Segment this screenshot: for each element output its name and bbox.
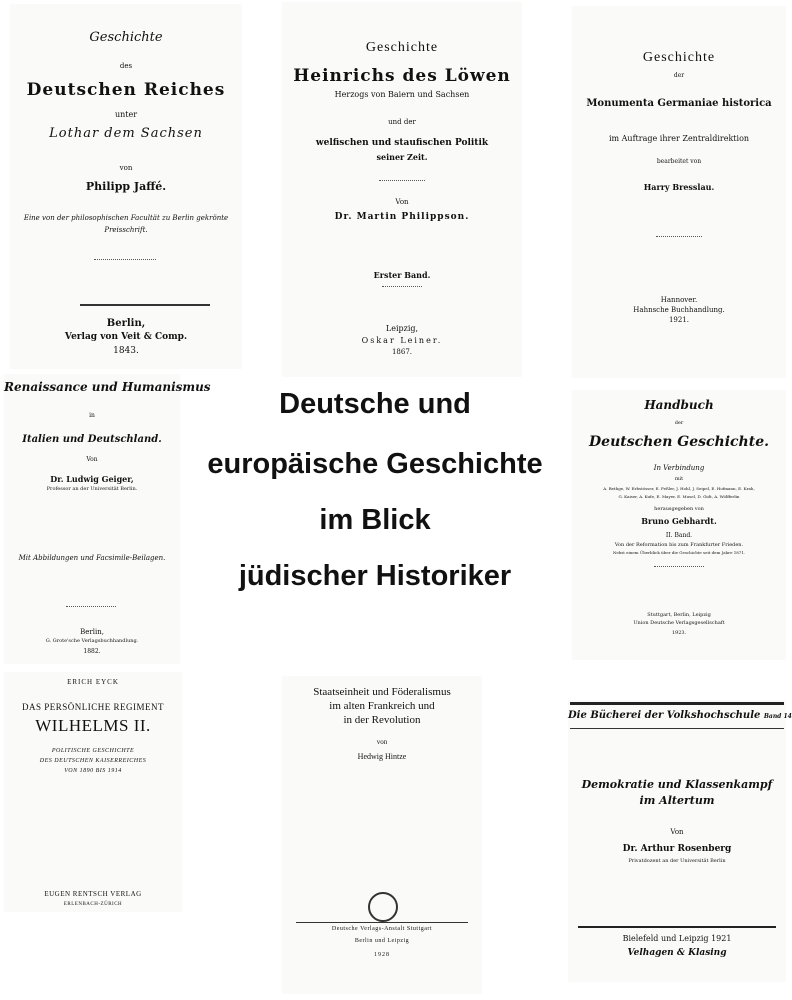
title-line: Von <box>395 198 409 206</box>
place: Berlin, <box>106 318 146 329</box>
title-line: des <box>119 62 133 70</box>
title-line: seiner Zeit. <box>376 152 428 162</box>
title-line: Lothar dem Sachsen <box>49 126 203 141</box>
book-page-geiger <box>4 374 211 664</box>
author: Harry Bresslau. <box>643 182 715 192</box>
publisher: Verlag von Veit & Comp. <box>64 332 188 342</box>
volume: II. Band. <box>665 532 693 539</box>
year: 1923. <box>671 630 687 636</box>
place: Hannover. <box>660 296 698 304</box>
title-line: und der <box>388 118 416 126</box>
divider <box>570 702 784 705</box>
title-line: Geschichte <box>365 40 439 55</box>
volume-desc: Nebst einem Überblick über die Geschichte seit dem Jahre 1871. <box>612 550 746 555</box>
place: Stuttgart, Berlin, Leipzig <box>647 612 711 618</box>
title-line: im alten Frankreich und <box>329 700 435 712</box>
note: Preisschrift. <box>104 226 148 234</box>
divider <box>80 304 210 306</box>
title-line: Italien und Deutschland. <box>22 434 162 445</box>
author: Bruno Gebhardt. <box>641 516 717 526</box>
ornament <box>654 566 704 567</box>
publisher-seal-icon <box>368 892 398 922</box>
place: Leipzig, <box>385 324 419 333</box>
title-main: WILHELMS II. <box>35 716 151 735</box>
ornament <box>379 180 425 181</box>
publisher: Hahnsche Buchhandlung. <box>633 306 725 314</box>
volume: Erster Band. <box>373 270 431 280</box>
place: ERLENBACH-ZÜRICH <box>63 902 123 907</box>
title-main: Demokratie und Klassenkampf <box>581 778 773 791</box>
note: Eine von der philosophischen Facultät zu Berlin gekrönte <box>23 214 229 222</box>
title-line: der <box>674 420 684 426</box>
title-line: unter <box>114 110 138 119</box>
place: Berlin und Leipzig <box>354 938 410 944</box>
title-line: von <box>119 164 133 172</box>
title-main: Heinrichs des Löwen <box>293 66 511 86</box>
title-line: Von <box>670 828 684 836</box>
ornament <box>382 286 422 287</box>
book-page-philippson <box>282 2 522 377</box>
title-line: Geschichte <box>89 30 163 45</box>
subtitle: POLITISCHE GESCHICHTE <box>51 748 135 754</box>
series: Die Bücherei der Volkshochschule Band 14 <box>568 710 792 721</box>
overlay-title-line-3: im Blick <box>319 504 431 536</box>
title-main: Staatseinheit und Föderalismus <box>313 686 451 698</box>
subtitle: DES DEUTSCHEN KAISERREICHES <box>39 758 147 764</box>
title-line: welfischen und staufischen Politik <box>315 138 489 148</box>
title-line: von <box>376 738 388 746</box>
title-line: im Altertum <box>639 794 715 807</box>
overlay-title-line-1: Deutsche und <box>279 388 471 420</box>
author: Philipp Jaffé. <box>85 180 167 193</box>
title-line: Geschichte <box>642 50 716 65</box>
book-page-bresslau <box>572 6 786 378</box>
ornament <box>66 606 116 607</box>
year: 1867. <box>391 348 413 356</box>
year: 1882. <box>83 648 101 655</box>
title-main: Deutschen Reiches <box>26 80 226 100</box>
title-line: Von <box>86 456 98 463</box>
title-line: herausgegeben von <box>654 506 704 512</box>
title-line: In Verbindung <box>653 464 705 472</box>
book-page-jaffe <box>10 4 242 369</box>
place: Bielefeld und Leipzig 1921 <box>622 934 732 943</box>
title-line: Herzogs von Baiern und Sachsen <box>334 90 470 99</box>
ornament <box>94 259 156 260</box>
publisher: EUGEN RENTSCH VERLAG <box>44 890 142 898</box>
publisher: G. Grote'sche Verlagsbuchhandlung. <box>45 638 139 644</box>
divider <box>296 922 468 923</box>
overlay-title-line-2: europäische Geschichte <box>207 448 543 480</box>
title-line: in <box>89 412 95 419</box>
note: Mit Abbildungen und Facsimile-Beilagen. <box>18 554 166 562</box>
contributors: G. Kaiser, A. Kufe, E. Mayer, E. Musel, D. Gidt, A. Wölfferlin <box>618 494 740 499</box>
title-main: Renaissance und Humanismus <box>4 380 211 394</box>
affiliation: Privatdozent an der Universität Berlin <box>628 858 726 864</box>
divider <box>578 926 776 928</box>
title-line: mit <box>674 476 684 482</box>
publisher: Union Deutsche Verlagsgesellschaft <box>633 620 725 626</box>
title-line: bearbeitet von <box>656 158 702 165</box>
publisher: Oskar Leiner. <box>361 336 443 345</box>
title-line: im Auftrage ihrer Zentraldirektion <box>608 134 750 143</box>
year: 1843. <box>113 346 139 356</box>
place: Berlin, <box>80 628 104 636</box>
author: ERICH EYCK <box>67 678 119 686</box>
author: Dr. Martin Philippson. <box>334 212 470 222</box>
overlay-title-line-4: jüdischer Historiker <box>238 560 512 592</box>
author: Hedwig Hintze <box>357 752 407 761</box>
ornament <box>656 236 702 237</box>
title-line: DAS PERSÖNLICHE REGIMENT <box>21 702 164 712</box>
publisher: Deutsche Verlags-Anstalt Stuttgart <box>331 926 433 932</box>
contributors: A. Bethge, W. Erbstösser, E. Feßler, J. Hohl, J. Seipel, E. Hofmann, E. Krah, <box>603 486 755 491</box>
publisher: Velhagen & Klasing <box>627 948 727 958</box>
subtitle: VON 1890 BIS 1914 <box>64 768 122 774</box>
year: 1928 <box>374 952 390 958</box>
book-page-gebhardt <box>572 390 786 660</box>
divider <box>570 728 784 729</box>
author: Dr. Arthur Rosenberg <box>622 844 732 854</box>
volume-desc: Von der Reformation bis zum Frankfurter Frieden. <box>614 542 744 548</box>
book-page-rosenberg <box>568 700 792 982</box>
author: Dr. Ludwig Geiger, <box>50 474 134 484</box>
title-main: Deutschen Geschichte. <box>589 434 769 450</box>
title-main: Monumenta Germaniae historica <box>586 98 772 109</box>
affiliation: Professor an der Universität Berlin. <box>46 486 138 492</box>
title-line: Handbuch <box>644 398 714 412</box>
book-page-eyck <box>4 672 182 912</box>
book-page-hintze <box>282 676 482 994</box>
title-line: der <box>673 72 685 79</box>
year: 1921. <box>668 316 690 324</box>
title-line: in der Revolution <box>343 714 421 726</box>
